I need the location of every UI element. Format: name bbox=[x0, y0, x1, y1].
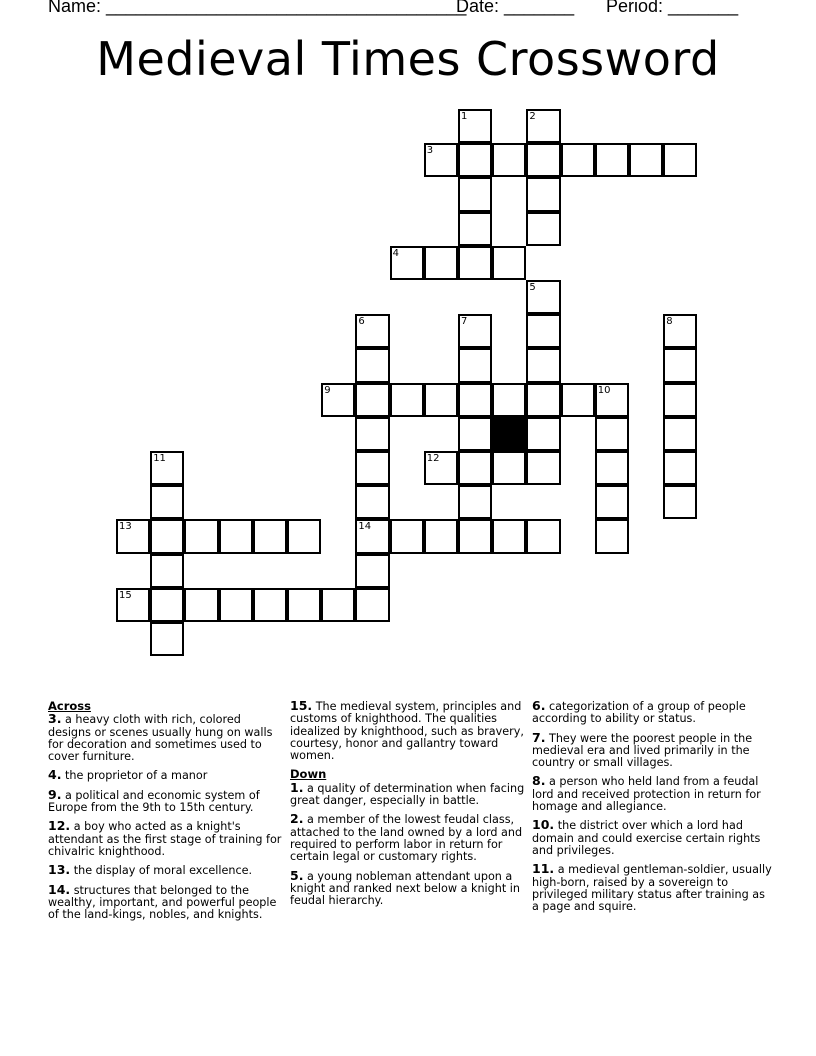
grid-cell[interactable] bbox=[663, 383, 697, 417]
grid-cell[interactable] bbox=[629, 143, 663, 177]
clue-across-15: 15. The medieval system, principles and customs of knighthood. The qualities idealized by knighthood, such as bravery, courtesy, honor and gallantry toward women. bbox=[290, 698, 524, 763]
grid-cell[interactable] bbox=[150, 485, 184, 519]
grid-cell[interactable] bbox=[458, 485, 492, 519]
grid-cell[interactable] bbox=[219, 519, 253, 553]
clue-number: 15 bbox=[119, 589, 132, 601]
grid-cell[interactable] bbox=[390, 383, 424, 417]
grid-cell-14[interactable] bbox=[355, 519, 389, 553]
grid-cell[interactable] bbox=[184, 588, 218, 622]
grid-cell-1[interactable] bbox=[458, 109, 492, 143]
page-title: Medieval Times Crossword bbox=[96, 32, 720, 86]
grid-cell[interactable] bbox=[287, 519, 321, 553]
grid-cell[interactable] bbox=[458, 383, 492, 417]
grid-cell[interactable] bbox=[526, 348, 560, 382]
grid-cell[interactable] bbox=[355, 588, 389, 622]
grid-cell[interactable] bbox=[458, 143, 492, 177]
grid-cell[interactable] bbox=[526, 143, 560, 177]
clue-number: 11 bbox=[153, 453, 166, 464]
grid-cell[interactable] bbox=[492, 383, 526, 417]
clues-column-2 bbox=[290, 700, 526, 913]
clues-column-1 bbox=[48, 700, 284, 927]
clue-number: 6 bbox=[358, 316, 365, 328]
grid-cell[interactable] bbox=[526, 212, 560, 246]
grid-cell[interactable] bbox=[492, 519, 526, 553]
grid-cell[interactable] bbox=[526, 177, 560, 211]
clue-number: 4 bbox=[392, 247, 399, 259]
grid-cell-8[interactable] bbox=[663, 314, 697, 348]
grid-cell[interactable] bbox=[355, 383, 389, 417]
clue-across-4: 4. the proprietor of a manor bbox=[48, 767, 208, 783]
grid-cell[interactable] bbox=[663, 143, 697, 177]
clue-number: 12 bbox=[426, 453, 440, 464]
grid-cell[interactable] bbox=[595, 143, 629, 177]
clue-number: 5 bbox=[529, 282, 536, 293]
grid-cell-11[interactable] bbox=[150, 451, 184, 485]
grid-cell-10[interactable] bbox=[595, 383, 629, 417]
clue-number: 10 bbox=[597, 384, 611, 396]
date-field[interactable]: Date: _______ bbox=[456, 0, 575, 16]
grid-cell[interactable] bbox=[458, 212, 492, 246]
clue-number: 8 bbox=[666, 316, 673, 328]
grid-cell[interactable] bbox=[561, 383, 595, 417]
clue-across-13: 13. the display of moral excellence. bbox=[48, 862, 253, 878]
grid-cell[interactable] bbox=[219, 588, 253, 622]
grid-cell[interactable] bbox=[150, 622, 184, 656]
grid-cell[interactable] bbox=[492, 143, 526, 177]
grid-cell[interactable] bbox=[150, 554, 184, 588]
grid-cell[interactable] bbox=[424, 246, 458, 280]
grid-cell[interactable] bbox=[355, 348, 389, 382]
grid-cell[interactable] bbox=[663, 451, 697, 485]
grid-cell[interactable] bbox=[253, 519, 287, 553]
grid-cell[interactable] bbox=[321, 588, 355, 622]
clue-down-2: 2. a member of the lowest feudal class, attached to the land owned by a lord and required to perform labor in return for certain legal or customary rights. bbox=[290, 811, 523, 864]
grid-cell-4[interactable] bbox=[390, 246, 424, 280]
grid-cell-6[interactable] bbox=[355, 314, 389, 348]
grid-cell-2[interactable] bbox=[526, 109, 560, 143]
grid-cell[interactable] bbox=[458, 417, 492, 451]
down-heading: Down bbox=[290, 767, 327, 782]
name-field[interactable]: Name: ____________________________________ bbox=[48, 0, 467, 16]
grid-cell-3[interactable] bbox=[424, 143, 458, 177]
grid-cell[interactable] bbox=[424, 383, 458, 417]
clues-column-3 bbox=[532, 700, 772, 919]
clue-across-12: 12. a boy who acted as a knight's attendant as the first stage of training for chivalric knighthood. bbox=[48, 818, 282, 858]
grid-cell[interactable] bbox=[595, 519, 629, 553]
grid-cell[interactable] bbox=[253, 588, 287, 622]
grid-cell-13[interactable] bbox=[116, 519, 150, 553]
grid-cell[interactable] bbox=[526, 417, 560, 451]
grid-cell[interactable] bbox=[424, 519, 458, 553]
grid-cell[interactable] bbox=[458, 348, 492, 382]
clue-number: 1 bbox=[461, 111, 468, 122]
clue-down-8: 8. a person who held land from a feudal lord and received protection in return for homage and allegiance. bbox=[532, 773, 761, 814]
clue-number: 3 bbox=[426, 145, 434, 157]
grid-cell[interactable] bbox=[458, 246, 492, 280]
clue-down-11: 11. a medieval gentleman-soldier, usually high-born, raised by a sovereign to privileged military status after training as a page and squire. bbox=[532, 861, 772, 914]
clue-number: 9 bbox=[324, 384, 331, 396]
grid-cell-15[interactable] bbox=[116, 588, 150, 622]
grid-cell[interactable] bbox=[663, 417, 697, 451]
grid-cell[interactable] bbox=[595, 485, 629, 519]
grid-cell[interactable] bbox=[492, 246, 526, 280]
grid-cell[interactable] bbox=[355, 554, 389, 588]
clue-across-14: 14. structures that belonged to the wealthy, important, and powerful people of the land-kings, nobles, and knights. bbox=[48, 881, 277, 922]
grid-cell[interactable] bbox=[526, 451, 560, 485]
grid-cell[interactable] bbox=[663, 348, 697, 382]
grid-cell[interactable] bbox=[526, 383, 560, 417]
grid-cell[interactable] bbox=[526, 314, 560, 348]
grid-cell-9[interactable] bbox=[321, 383, 355, 417]
across-heading: Across bbox=[48, 699, 91, 713]
clue-across-3: 3. a heavy cloth with rich, colored designs or scenes usually hung on walls for decoration and sometimes used to cover furniture. bbox=[48, 711, 273, 764]
grid-cell-5[interactable] bbox=[526, 280, 560, 314]
grid-cell[interactable] bbox=[458, 451, 492, 485]
grid-cell[interactable] bbox=[458, 177, 492, 211]
grid-cell[interactable] bbox=[287, 588, 321, 622]
grid-cell-7[interactable] bbox=[458, 314, 492, 348]
grid-cell[interactable] bbox=[526, 519, 560, 553]
grid-cell[interactable] bbox=[355, 451, 389, 485]
grid-cell[interactable] bbox=[595, 417, 629, 451]
grid-cell[interactable] bbox=[355, 417, 389, 451]
clue-down-5: 5. a young nobleman attendant upon a knight and ranked next below a knight in feudal hierarchy. bbox=[290, 867, 520, 908]
clue-down-1: 1. a quality of determination when facing great danger, especially in battle. bbox=[290, 779, 525, 808]
period-field[interactable]: Period: _______ bbox=[606, 0, 739, 16]
clue-down-10: 10. the district over which a lord had domain and could exercise certain rights and privileges. bbox=[532, 817, 761, 857]
grid-cell[interactable] bbox=[595, 451, 629, 485]
black-square bbox=[492, 417, 526, 451]
grid-cell[interactable] bbox=[492, 451, 526, 485]
grid-cell[interactable] bbox=[150, 588, 184, 622]
clue-number: 7 bbox=[461, 316, 468, 328]
grid-cell[interactable] bbox=[355, 485, 389, 519]
grid-cell[interactable] bbox=[663, 485, 697, 519]
clue-across-9: 9. a political and economic system of Europe from the 9th to 15th century. bbox=[48, 786, 260, 815]
grid-cell[interactable] bbox=[150, 519, 184, 553]
grid-cell[interactable] bbox=[390, 519, 424, 553]
clue-down-6: 6. categorization of a group of people according to ability or status. bbox=[532, 698, 746, 726]
clue-number: 13 bbox=[119, 521, 132, 533]
grid-cell[interactable] bbox=[458, 519, 492, 553]
grid-cell[interactable] bbox=[184, 519, 218, 553]
clue-number: 14 bbox=[358, 521, 372, 533]
clue-down-7: 7. They were the poorest people in the medieval era and lived primarily in the country or small villages. bbox=[532, 729, 753, 770]
clue-number: 2 bbox=[529, 111, 536, 122]
grid-cell-12[interactable] bbox=[424, 451, 458, 485]
grid-cell[interactable] bbox=[561, 143, 595, 177]
